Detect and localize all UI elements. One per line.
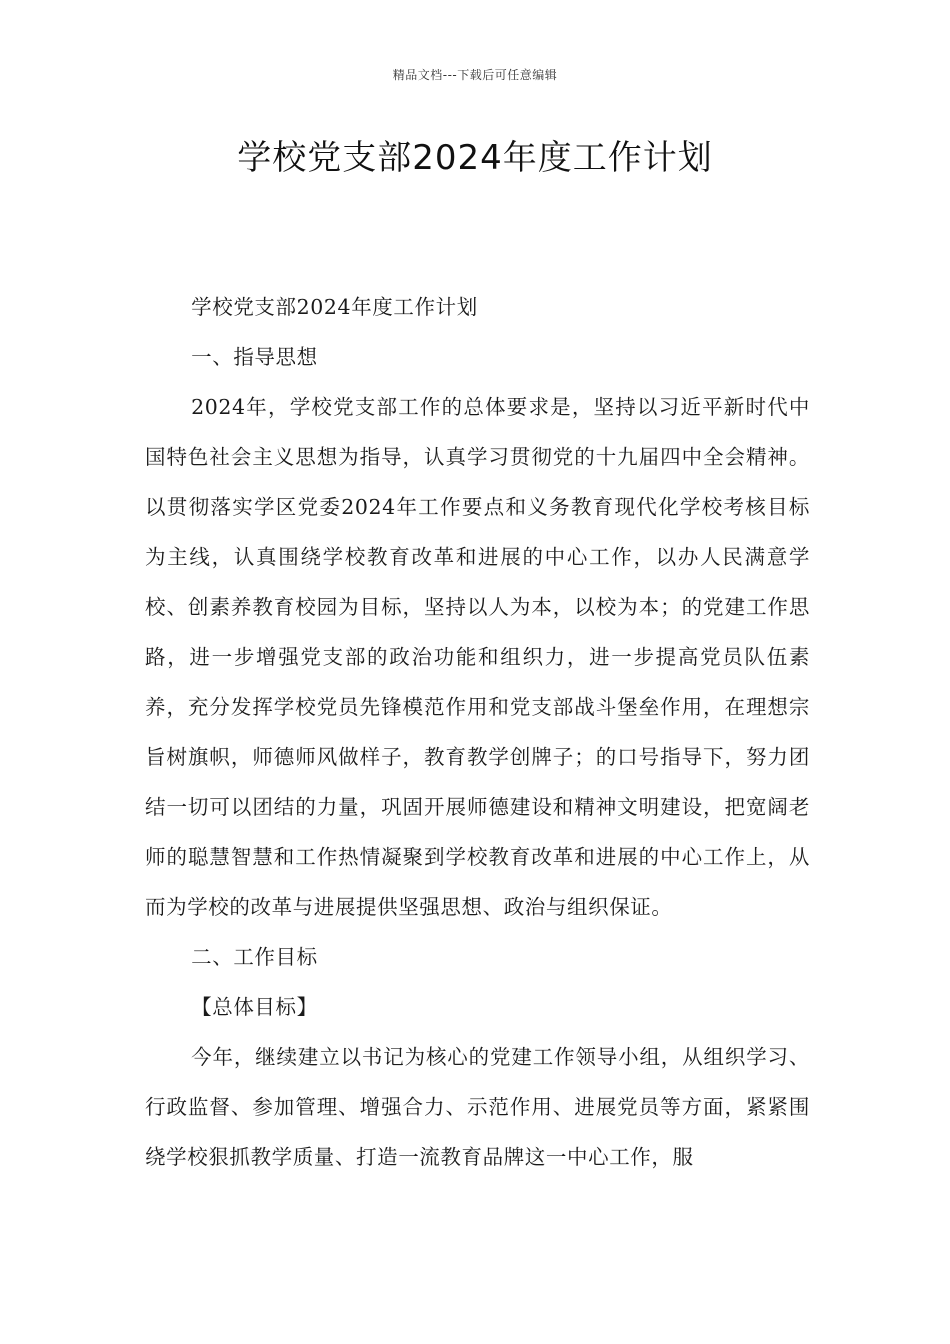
body-paragraph: 今年，继续建立以书记为核心的党建工作领导小组，从组织学习、行政监督、参加管理、增强合力、示范作用、进展党员等方面，紧紧围绕学校狠抓教学质量、打造一流教育品牌这一中心工作，服 <box>145 1045 810 1169</box>
document-body <box>145 282 810 1182</box>
subsection-heading-overall-goal: 【总体目标】 <box>191 995 318 1019</box>
header-note: 精品文档---下载后可任意编辑 <box>392 68 558 82</box>
section-heading-guiding-ideology: 一、指导思想 <box>191 345 318 369</box>
body-subtitle: 学校党支部2024年度工作计划 <box>191 295 478 319</box>
section-heading-work-goals: 二、工作目标 <box>191 945 318 969</box>
document-title: 学校党支部2024年度工作计划 <box>237 138 713 178</box>
body-paragraph: 2024年，学校党支部工作的总体要求是，坚持以习近平新时代中国特色社会主义思想为指导，认真学习贯彻党的十九届四中全会精神。以贯彻落实学区党委2024年工作要点和义务教育现代化学校考核目标为主线，认真围绕学校教育改革和进展的中心工作，以办人民满意学校、创素养教育校园为目标，坚持以人为本，以校为本；的党建工作思路，进一步增强党支部的政治功能和组织力，进一步提高党员队伍素养，充分发挥学校党员先锋模范作用和党支部战斗堡垒作用，在理想宗旨树旗帜，师德师风做样子，教育教学创牌子；的口号指导下，努力团结一切可以团结的力量，巩固开展师德建设和精神文明建设，把宽阔老师的聪慧智慧和工作热情凝聚到学校教育改革和进展的中心工作上，从而为学校的改革与进展提供坚强思想、政治与组织保证。 <box>145 395 810 919</box>
